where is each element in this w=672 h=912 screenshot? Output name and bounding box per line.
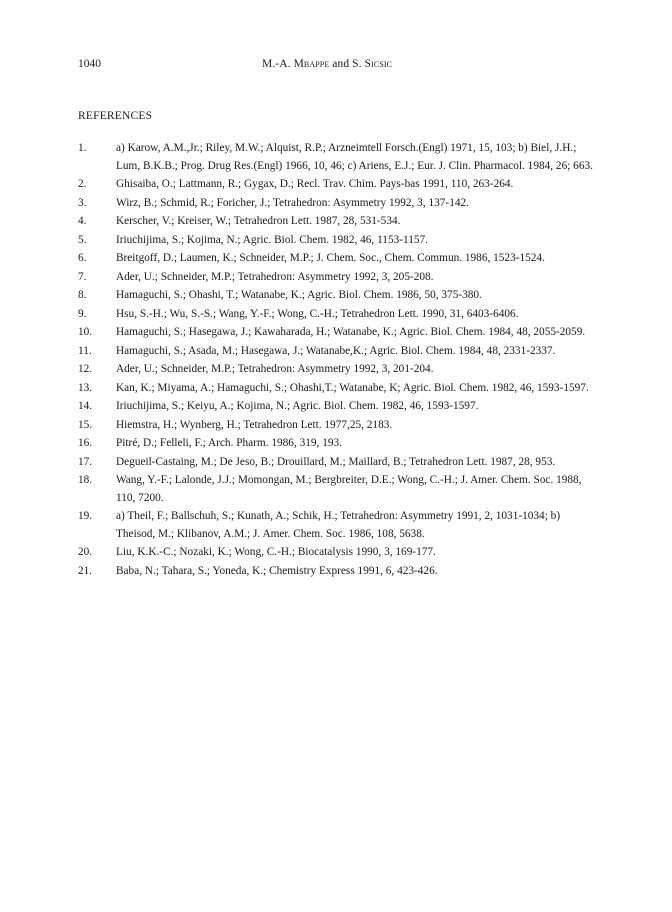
reference-number: 5. [78,233,87,246]
reference-number: 17. [78,455,93,468]
reference-number: 2. [78,178,87,190]
reference-number: 10. [78,326,93,338]
reference-text: Hsu, S.-H.; Wu, S.-S.; Wang, Y.-F.; Wong, C.-H.; Tetrahedron Lett. 1990, 31, 6403-6406. [116,307,519,320]
reference-text: Kerscher, V.; Kreiser, W.; Tetrahedron Lett. 1987, 28, 531-534. [116,215,401,227]
reference-item [78,563,598,581]
reference-number: 1. [78,142,87,154]
reference-text: Ader, U.; Schneider, M.P.; Tetrahedron: Asymmetry 1992, 3, 205-208. [116,270,434,283]
reference-text: Kan, K.; Miyama, A.; Hamaguchi, S.; Ohashi,T.; Watanabe, K; Agric. Biol. Chem. 1982, 46, 1593-1597. [116,381,589,394]
reference-number: 16. [78,437,93,449]
reference-text: Hiemstra, H.; Wynberg, H.; Tetrahedron Lett. 1977,25, 2183. [116,418,393,431]
reference-item [78,508,598,543]
reference-item [78,454,598,472]
reference-item [78,435,598,453]
running-head-author1-initials: M.-A. [262,58,294,70]
reference-number: 8. [78,289,87,301]
reference-text: Hamaguchi, S.; Ohashi, T.; Watanabe, K.; Agric. Biol. Chem. 1986, 50, 375-380. [116,289,482,301]
reference-number: 9. [78,307,87,320]
reference-item [78,361,598,379]
reference-item [78,213,598,231]
running-head-author1-surname: Mbappe [293,58,330,70]
reference-item [78,176,598,194]
reference-number: 20. [78,546,93,558]
reference-number: 21. [78,564,93,577]
reference-text: Ader, U.; Schneider, M.P.; Tetrahedron: Asymmetry 1992, 3, 201-204. [116,363,434,375]
reference-number: 14. [78,400,93,412]
reference-text: Liu, K.K.-C.; Nozaki, K.; Wong, C.-H.; Biocatalysis 1990, 3, 169-177. [116,546,436,558]
reference-text: Breitgoff, D.; Laumen, K.; Schneider, M.P.; J. Chem. Soc., Chem. Commun. 1986, 1523-1524. [116,252,545,264]
reference-item [78,324,598,342]
references-heading: REFERENCES [78,110,153,122]
reference-text: Hamaguchi, S.; Hasegawa, J.; Kawaharada, H.; Watanabe, K.; Agric. Biol. Chem. 1984, 48, 2055-2059. [116,326,586,338]
reference-number: 11. [78,344,92,357]
page-number: 1040 [78,58,101,70]
reference-item [78,544,598,562]
reference-number: 13. [78,381,93,394]
reference-text: Wang, Y.-F.; Lalonde, J.J.; Momongan, M.; Bergbreiter, D.E.; Wong, C.-H.; J. Amer. Chem. Soc. 1988, 110, 7200. [116,474,582,504]
reference-item [78,287,598,305]
reference-number: 6. [78,252,87,264]
reference-number: 12. [78,363,93,375]
reference-item [78,472,598,507]
reference-item [78,417,598,435]
reference-text: a) Karow, A.M.,Jr.; Riley, M.W.; Alquist, R.P.; Arzneimtell Forsch.(Engl) 1971, 15, 103; b) Biel, J.H.; Lum, B.K.B.; Prog. Drug Res.(Engl) 1966, 10, 46; c) Ariens, E.J.; Eur. J. Clin. Pharmacol. 1984, 26; 663. [116,142,593,172]
reference-text: a) Theil, F.; Ballschuh, S.; Kunath, A.; Schik, H.; Tetrahedron: Asymmetry 1991, 2, 1031-1034; b) Theisod, M.; Klibanov, A.M.; J. Amer. Chem. Soc. 1986, 108, 5638. [116,510,561,540]
reference-text: Ghisaiba, O.; Lattmann, R.; Gygax, D.; Recl. Trav. Chim. Pays-bas 1991, 110, 263-264. [116,178,514,190]
reference-text: Hamaguchi, S.; Asada, M.; Hasegawa, J.; Watanabe,K.; Agric. Biol. Chem. 1984, 48, 2331-2337. [116,344,556,357]
reference-item [78,269,598,287]
running-head-author2-surname: Sicsic [364,58,393,70]
reference-text: Wirz, B.; Schmid, R.; Foricher, J.; Tetrahedron: Asymmetry 1992, 3, 137-142. [116,196,469,209]
reference-number: 4. [78,215,87,227]
reference-number: 7. [78,270,87,283]
reference-item [78,343,598,361]
reference-item [78,140,598,175]
reference-item [78,195,598,213]
reference-list [78,140,598,581]
reference-item [78,398,598,416]
reference-item [78,250,598,268]
reference-text: Baba, N.; Tahara, S.; Yoneda, K.; Chemistry Express 1991, 6, 423-426. [116,564,438,577]
reference-number: 15. [78,418,93,431]
reference-text: Iriuchijima, S.; Kojima, N.; Agric. Biol. Chem. 1982, 46, 1153-1157. [116,233,428,246]
reference-number: 3. [78,196,87,209]
running-head-conjunction: and S. [329,58,365,70]
reference-item [78,232,598,250]
reference-text: Iriuchijima, S.; Keiyu, A.; Kojima, N.; Agric. Biol. Chem. 1982, 46, 1593-1597. [116,400,479,412]
reference-item [78,306,598,324]
reference-text: Pitré, D.; Felleli, F.; Arch. Pharm. 1986, 319, 193. [116,437,342,449]
reference-item [78,380,598,398]
reference-number: 18. [78,474,93,486]
running-head [262,58,392,70]
reference-number: 19. [78,510,93,522]
reference-text: Degueil-Castaing, M.; De Jeso, B.; Drouillard, M.; Maillard, B.; Tetrahedron Lett. 1987, 28, 953. [116,455,556,468]
